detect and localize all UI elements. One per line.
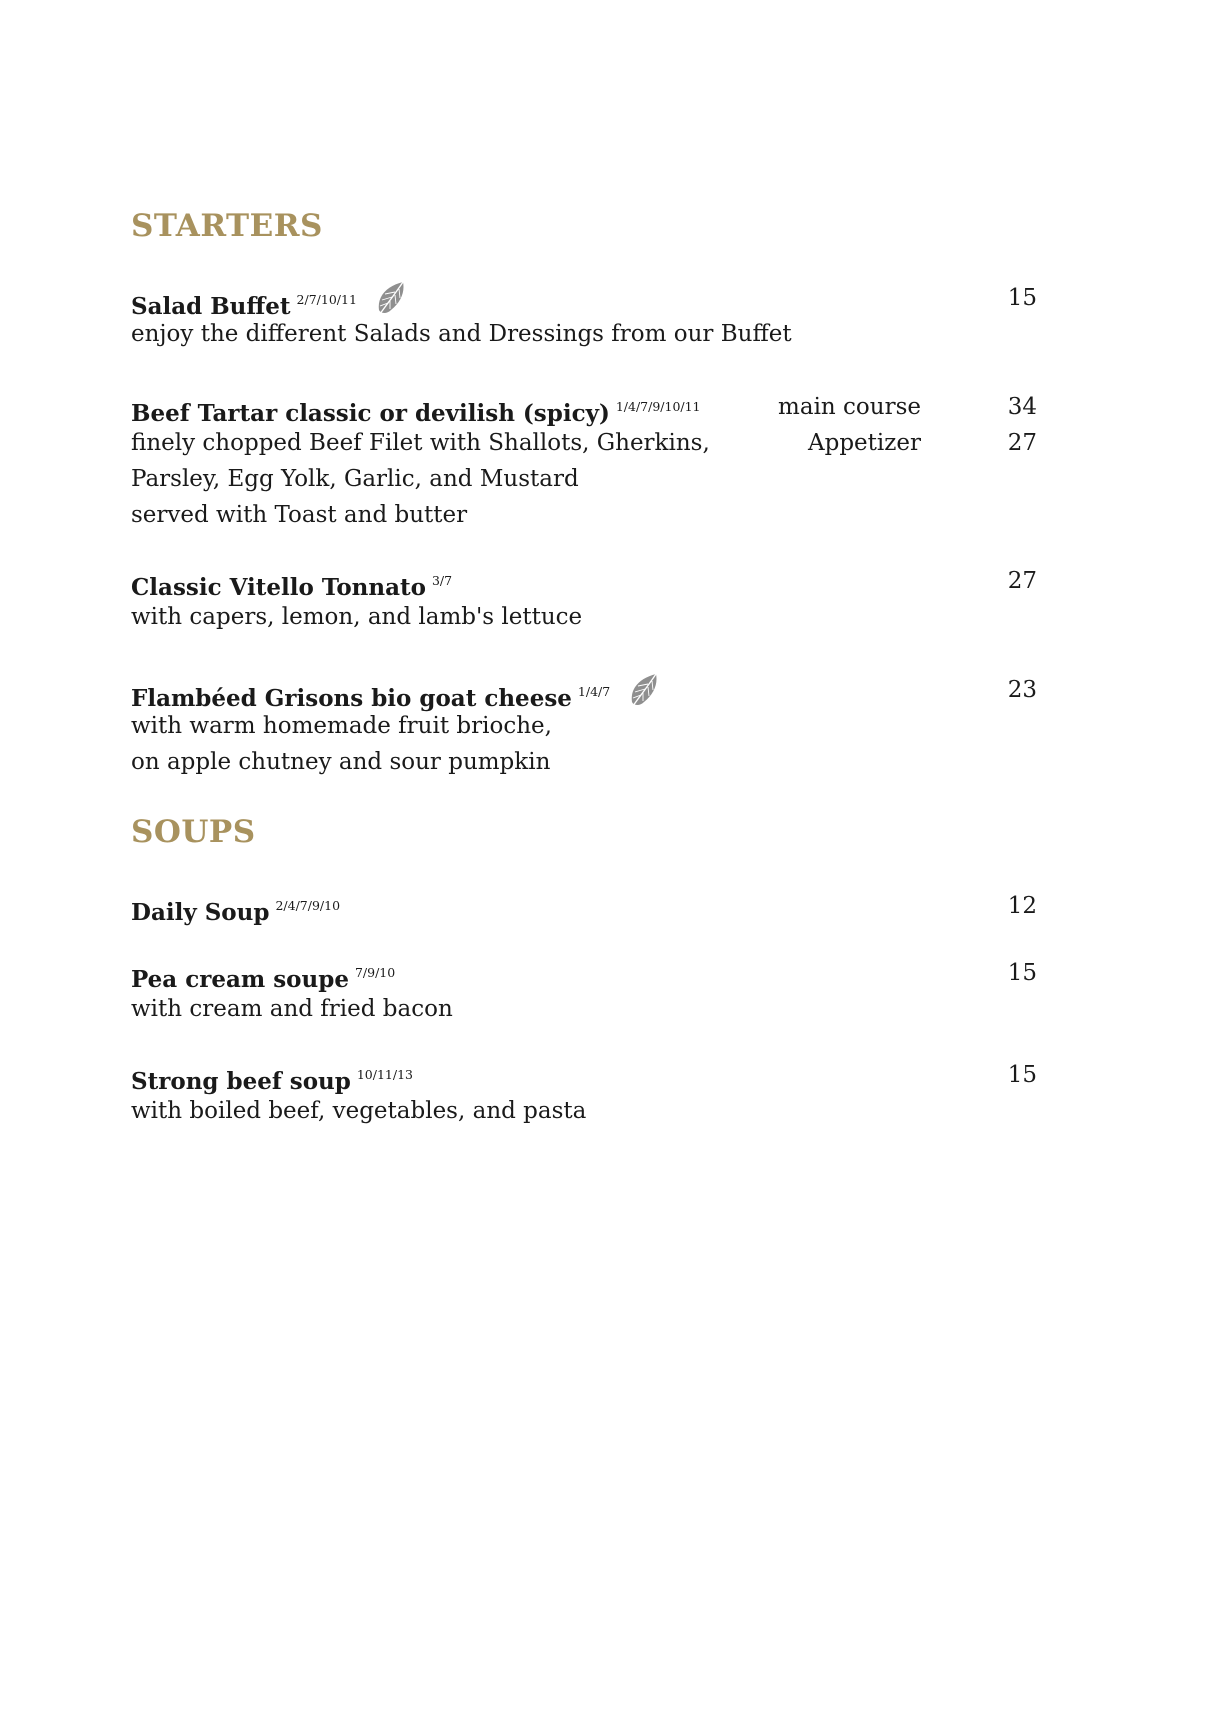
section-title-starters: STARTERS — [131, 208, 323, 244]
menu-item-pea-cream-soupe — [131, 955, 1041, 1027]
leaf-icon — [373, 280, 409, 320]
item-name: Pea cream soupe — [131, 966, 349, 993]
item-name: Daily Soup — [131, 899, 270, 926]
item-price: 23 — [1007, 677, 1037, 703]
item-name: Salad Buffet — [131, 293, 291, 320]
allergen-codes: 7/9/10 — [354, 965, 396, 980]
item-description: Parsley, Egg Yolk, Garlic, and Mustard — [131, 466, 579, 492]
menu-item-vitello-tonnato — [131, 563, 1041, 635]
menu-item-daily-soup — [131, 888, 1041, 924]
item-price: 27 — [1007, 568, 1037, 594]
item-description: served with Toast and butter — [131, 502, 468, 528]
allergen-codes: 2/7/10/11 — [296, 292, 357, 307]
menu-item-beef-tartar — [131, 389, 1041, 533]
item-description: finely chopped Beef Filet with Shallots, Gherkins, — [131, 430, 710, 456]
allergen-codes: 10/11/13 — [356, 1067, 413, 1082]
item-description: enjoy the different Salads and Dressings from our Buffet — [131, 321, 792, 347]
item-description: with boiled beef, vegetables, and pasta — [131, 1098, 587, 1124]
item-description: with cream and fried bacon — [131, 996, 453, 1022]
section-title-soups: SOUPS — [131, 814, 256, 850]
variant-label-main-course: main course — [778, 394, 921, 420]
item-name: Beef Tartar classic or devilish (spicy) — [131, 400, 610, 427]
item-name: Flambéed Grisons bio goat cheese — [131, 685, 572, 712]
allergen-codes: 2/4/7/9/10 — [275, 898, 341, 913]
item-description: on apple chutney and sour pumpkin — [131, 749, 551, 775]
item-name: Strong beef soup — [131, 1068, 351, 1095]
item-price: 15 — [1007, 1062, 1037, 1088]
menu-item-strong-beef-soup — [131, 1057, 1041, 1129]
allergen-codes: 1/4/7/9/10/11 — [615, 399, 701, 414]
item-price: 15 — [1007, 285, 1037, 311]
variant-price-main-course: 34 — [1007, 394, 1037, 420]
menu-item-salad-buffet — [131, 280, 1041, 352]
item-name: Classic Vitello Tonnato — [131, 574, 426, 601]
item-price: 15 — [1007, 960, 1037, 986]
item-price: 12 — [1007, 893, 1037, 919]
variant-label-appetizer: Appetizer — [808, 430, 921, 456]
leaf-icon — [626, 672, 662, 712]
variant-price-appetizer: 27 — [1007, 430, 1037, 456]
item-description: with warm homemade fruit brioche, — [131, 713, 552, 739]
item-description: with capers, lemon, and lamb's lettuce — [131, 604, 583, 630]
menu-item-goat-cheese — [131, 672, 1041, 780]
allergen-codes: 1/4/7 — [577, 684, 611, 699]
allergen-codes: 3/7 — [431, 573, 453, 588]
